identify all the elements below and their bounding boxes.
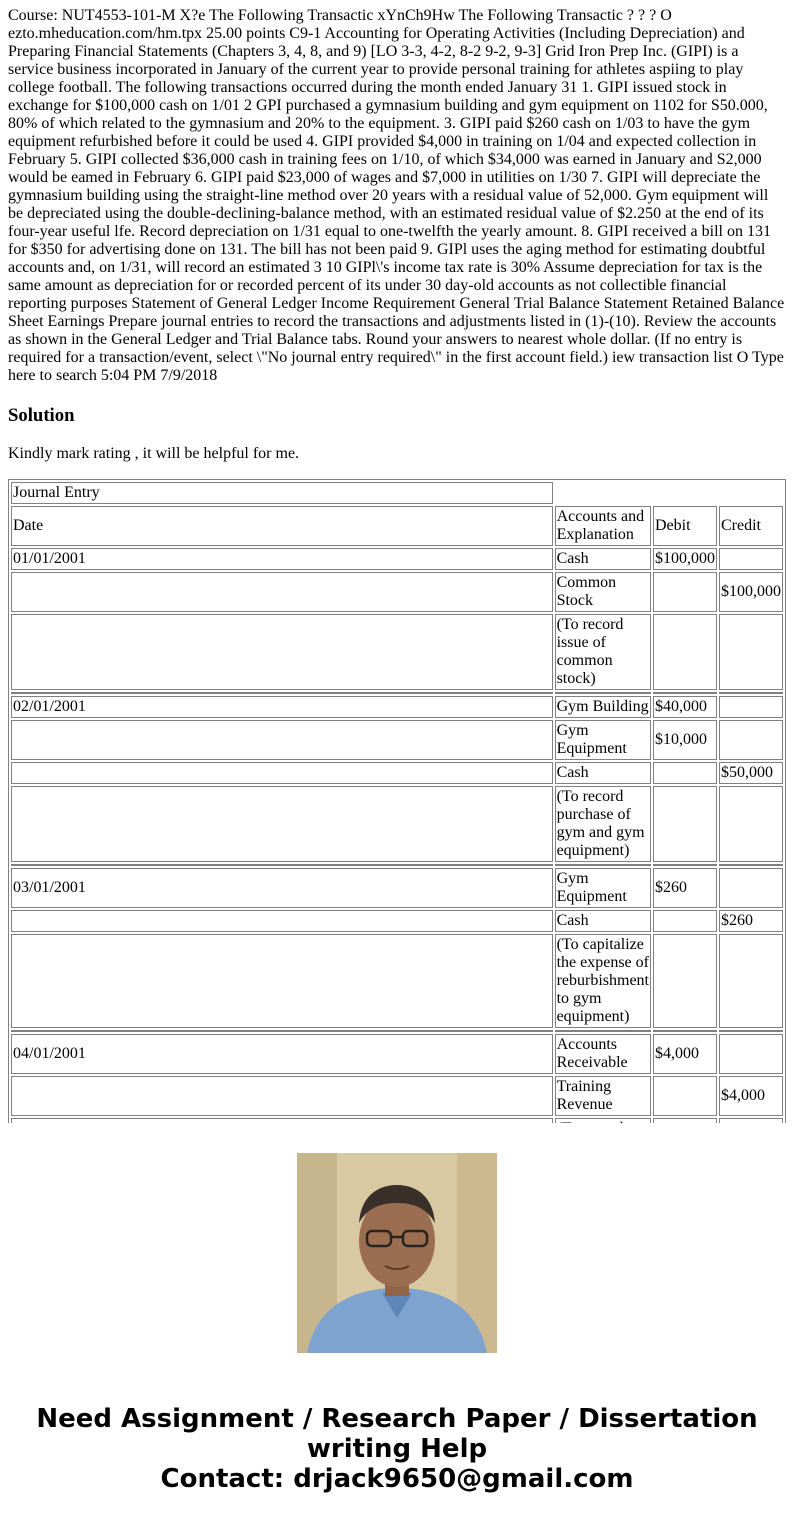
entry-account: Common Stock: [555, 572, 651, 612]
promo-line-2: writing Help: [306, 1434, 488, 1464]
entry-date: [11, 934, 553, 1028]
journal-title: Journal Entry: [11, 482, 553, 504]
entry-date: [11, 1076, 553, 1116]
entry-date: [11, 762, 553, 784]
table-row: [11, 696, 783, 718]
entry-credit: $50,000: [719, 762, 783, 784]
entry-account: Training Revenue: [555, 1076, 651, 1116]
entry-debit: [653, 1076, 717, 1116]
entry-account: Accounts Receivable: [555, 1034, 651, 1074]
journal-header-row: [11, 506, 783, 546]
promo-banner: [0, 1404, 794, 1494]
header-debit: Debit: [653, 506, 717, 546]
entry-account: Cash: [555, 762, 651, 784]
entry-account: Gym Building: [555, 696, 651, 718]
entry-debit: $100,000: [653, 548, 717, 570]
entry-credit: [719, 868, 783, 908]
avatar: [297, 1153, 497, 1353]
row-separator: [11, 692, 783, 694]
table-row: [11, 1034, 783, 1074]
table-row: [11, 1076, 783, 1116]
entry-date: [11, 786, 553, 862]
question-text: Course: NUT4553-101-M X?e The Following Transactic xYnCh9Hw The Following Transactic ? ? ? O ezto.mheducation.com/hm.tpx 25.00 points C9-1 Accounting for Operating Activities (Including Depreciation) and Preparing Financial Statements (Chapters 3, 4, 8, and 9) [LO 3-3, 4-2, 8-2 9-2, 9-3] Grid Iron Prep Inc. (GIPI) is a service business incorporated in January of the current year to provide personal training for athletes aspiing to play college football. The following transactions occurred during the month ended January 31 1. GIPI issued stock in exchange for $100,000 cash on 1/01 2 GPI purchased a gymnasium building and gym equipment on 1102 for S50.000, 80% of which related to the gymnasium and 20% to the equipment. 3. GIPI paid $260 cash on 1/03 to have the gym equipment refurbished before it could be used 4. GIPI provided $4,000 in training on 1/04 and expected collection in February 5. GIPI collected $36,000 cash in training fees on 1/10, of which $34,000 was earned in January and S2,000 would be eamed in February 6. GIPI paid $23,000 of wages and $7,000 in utilities on 1/30 7. GIPI will depreciate the gymnasium building using the straight-line method over 20 years with a residual value of 52,000. Gym equipment will be depreciated using the double-declining-balance method, with an estimated residual value of $2.250 at the end of its four-year useful lfe. Record depreciation on 1/31 equal to one-twelfth the yearly amount. 8. GIPI received a bill on 131 for $350 for advertising done on 131. The bill has not been paid 9. GIPl uses the aging method for estimating doubtful accounts and, on 1/31, will record an estimated 3 10 GIPl\'s income tax rate is 30% Assume depreciation for tax is the same amount as depreciation for or recorded percent of its under 30 day-old accounts as not collectible financial reporting purposes Statement of General Ledger Income Requirement General Trial Balance Statement Retained Balance Sheet Earnings Prepare journal entries to record the transactions and adjustments listed in (1)-(10). Review the accounts as shown in the General Ledger and Trial Balance tabs. Round your answers to nearest whole dollar. (If no entry is required for a transaction/event, select \"No journal entry required\" in the first account field.) iew transaction list O Type here to search 5:04 PM 7/9/2018: [8, 7, 785, 384]
entry-date: [11, 572, 553, 612]
portrait-image: [297, 1153, 497, 1353]
entry-date: [11, 720, 553, 760]
entry-debit: [653, 762, 717, 784]
header-credit: Credit: [719, 506, 783, 546]
table-row: [11, 720, 783, 760]
entry-debit: $10,000: [653, 720, 717, 760]
row-separator: [11, 864, 783, 866]
table-row: [11, 572, 783, 612]
entry-account: (To record purchase of gym and gym equipment): [555, 786, 651, 862]
table-row: [11, 910, 783, 932]
entry-account: Cash: [555, 548, 651, 570]
journal-table-container: [8, 479, 786, 1123]
entry-credit: [719, 614, 783, 690]
entry-credit: [719, 548, 783, 570]
entry-credit: [719, 696, 783, 718]
entry-account: Cash: [555, 910, 651, 932]
entry-debit: [653, 910, 717, 932]
entry-credit: $4,000: [719, 1076, 783, 1116]
solution-note: Kindly mark rating , it will be helpful for me.: [8, 445, 300, 462]
row-separator: [11, 1030, 783, 1032]
entry-date: [11, 614, 553, 690]
entry-credit: [719, 720, 783, 760]
header-account: Accounts and Explanation: [555, 506, 651, 546]
journal-title-row: [11, 482, 783, 504]
entry-account: Gym Equipment: [555, 720, 651, 760]
entry-credit: $100,000: [719, 572, 783, 612]
entry-debit: $40,000: [653, 696, 717, 718]
entry-debit: [653, 786, 717, 862]
entry-date: 02/01/2001: [11, 696, 553, 718]
entry-debit: [653, 614, 717, 690]
entry-account: (To record issue of common stock): [555, 614, 651, 690]
table-row: [11, 548, 783, 570]
journal-table: [8, 479, 786, 1161]
header-date: Date: [11, 506, 553, 546]
solution-heading: Solution: [8, 405, 75, 426]
table-row: [11, 934, 783, 1028]
entry-credit: [719, 934, 783, 1028]
entry-date: [11, 910, 553, 932]
table-row: [11, 868, 783, 908]
entry-date: 03/01/2001: [11, 868, 553, 908]
entry-date: 01/01/2001: [11, 548, 553, 570]
entry-account: Gym Equipment: [555, 868, 651, 908]
entry-date: 04/01/2001: [11, 1034, 553, 1074]
entry-credit: [719, 786, 783, 862]
entry-credit: [719, 1034, 783, 1074]
table-row: [11, 762, 783, 784]
table-row: [11, 786, 783, 862]
entry-debit: $4,000: [653, 1034, 717, 1074]
entry-debit: $260: [653, 868, 717, 908]
promo-contact: Contact: drjack9650@gmail.com: [160, 1464, 634, 1494]
promo-line-1: Need Assignment / Research Paper / Dissertation: [36, 1404, 758, 1434]
entry-account: (To capitalize the expense of reburbishment to gym equipment): [555, 934, 651, 1028]
table-row: [11, 614, 783, 690]
entry-debit: [653, 934, 717, 1028]
entry-credit: $260: [719, 910, 783, 932]
entry-debit: [653, 572, 717, 612]
